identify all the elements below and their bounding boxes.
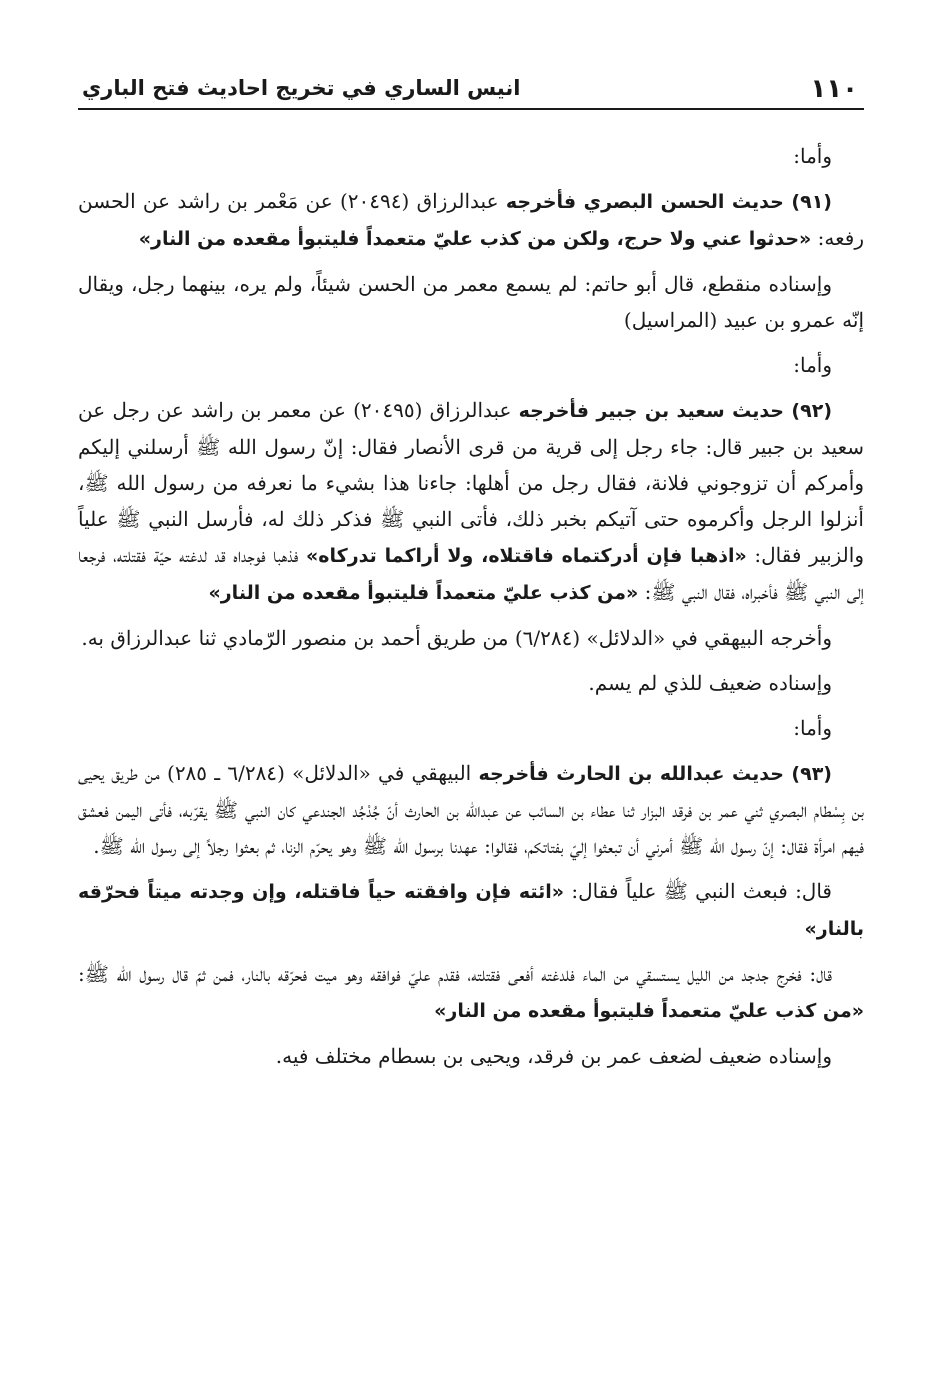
book-page bbox=[78, 70, 864, 1340]
bold-text-segment: (٩٣) حديث عبدالله بن الحارث فأخرجه bbox=[478, 763, 832, 785]
paragraph bbox=[78, 873, 864, 947]
bold-text-segment: «ائته فإن وافقته حياً فاقتله، وإن وجدته ميتاً فحرّقه بالنار» bbox=[78, 881, 864, 940]
paragraph bbox=[78, 755, 864, 864]
text-segment: البيهقي في «الدلائل» (٦/٢٨٤ ـ ٢٨٥) من طريق يحيى بن بِسْطام البصري ثني عمر بن فرقد البزار ثنا عطاء بن السائب عن عبدالله بن الحارث أنّ جُدْجُد الجندعي كان النبي ﷺ يقرّبه، فأتى اليمن فعشق فيهم امرأة فقال: إنّ رسول الله ﷺ أمرني أن تبعثوا إليّ بفتاتكم، فقالوا: عهدنا برسول الله ﷺ وهو يحرّم الزنا، ثم بعثوا رجلاً إلى رسول الله ﷺ. bbox=[78, 761, 864, 858]
bold-text-segment: «اذهبا فإن أدركتماه فاقتلاه، ولا أراكما تدركاه» bbox=[306, 545, 747, 567]
paragraph bbox=[78, 620, 864, 656]
bold-text-segment: «من كذب عليّ متعمداً فليتبوأ مقعده من النار» bbox=[208, 582, 639, 604]
running-title: انيس الساري في تخريج احاديث فتح الباري bbox=[82, 76, 521, 100]
paragraph bbox=[78, 183, 864, 257]
text-segment: فذهبا فوجداه قد لدغته حيّة فقتلته، فرجعا إلى النبي ﷺ فأخبراه، فقال النبي ﷺ: bbox=[78, 543, 864, 604]
wa-amma-heading: وأما: bbox=[793, 353, 832, 377]
text-segment: عبدالرزاق (٢٠٤٩٤) عن مَعْمر بن راشد عن الحسن رفعه: bbox=[78, 189, 864, 250]
bold-text-segment: (٩١) حديث الحسن البصري فأخرجه bbox=[505, 191, 832, 213]
paragraph bbox=[78, 1038, 864, 1074]
text-segment: وأخرجه البيهقي في «الدلائل» (٦/٢٨٤) من طريق أحمد بن منصور الرّمادي ثنا عبدالرزاق به. bbox=[81, 626, 832, 650]
paragraph bbox=[78, 665, 864, 701]
wa-amma-heading: وأما: bbox=[793, 716, 832, 740]
text-segment: وإسناده منقطع، قال أبو حاتم: لم يسمع معمر من الحسن شيئاً، ولم يره، بينهما رجل، ويقال إنّه عمرو بن عبيد (المراسيل) bbox=[78, 272, 864, 332]
wa-amma-heading: وأما: bbox=[793, 144, 832, 168]
text-segment: قال: فخرج جدجد من الليل يستسقي من الماء فلدغته أفعى فقتلته، فقدم عليّ فوافقه وهو ميت فحرّقه بالنار، فمن ثمّ قال رسول الله ﷺ: bbox=[78, 962, 833, 986]
paragraph bbox=[78, 392, 864, 611]
text-segment: قال: فبعث النبي ﷺ علياً فقال: bbox=[564, 879, 832, 903]
text-segment: عبدالرزاق (٢٠٤٩٥) عن معمر بن راشد عن رجل عن سعيد بن جبير قال: جاء رجل إلى قرية من قرى الأنصار فقال: إنّ رسول الله ﷺ أرسلني إليكم وأمركم أن تزوجوني فلانة، فقال رجل من أهلها: جاءنا هذا بشيء ما نعرفه من رسول الله ﷺ، أنزلوا الرجل وأكرموه حتى آتيكم بخبر ذلك، فأتى النبي ﷺ فذكر ذلك له، فأرسل النبي ﷺ علياً والزبير فقال: bbox=[78, 398, 864, 567]
text-segment: وإسناده ضعيف للذي لم يسم. bbox=[588, 671, 832, 695]
paragraph bbox=[78, 266, 864, 338]
page-number: ١١٠ bbox=[810, 74, 858, 104]
bold-text-segment: «من كذب عليّ متعمداً فليتبوأ مقعده من النار» bbox=[434, 1000, 864, 1022]
page-body bbox=[78, 138, 864, 1083]
bold-text-segment: «حدثوا عني ولا حرج، ولكن من كذب عليّ متعمداً فليتبوأ مقعده من النار» bbox=[138, 228, 812, 250]
paragraph bbox=[78, 956, 864, 1029]
bold-text-segment: (٩٢) حديث سعيد بن جبير فأخرجه bbox=[518, 400, 833, 422]
text-segment: وإسناده ضعيف لضعف عمر بن فرقد، ويحيى بن بسطام مختلف فيه. bbox=[275, 1044, 832, 1068]
page-header bbox=[78, 70, 864, 110]
